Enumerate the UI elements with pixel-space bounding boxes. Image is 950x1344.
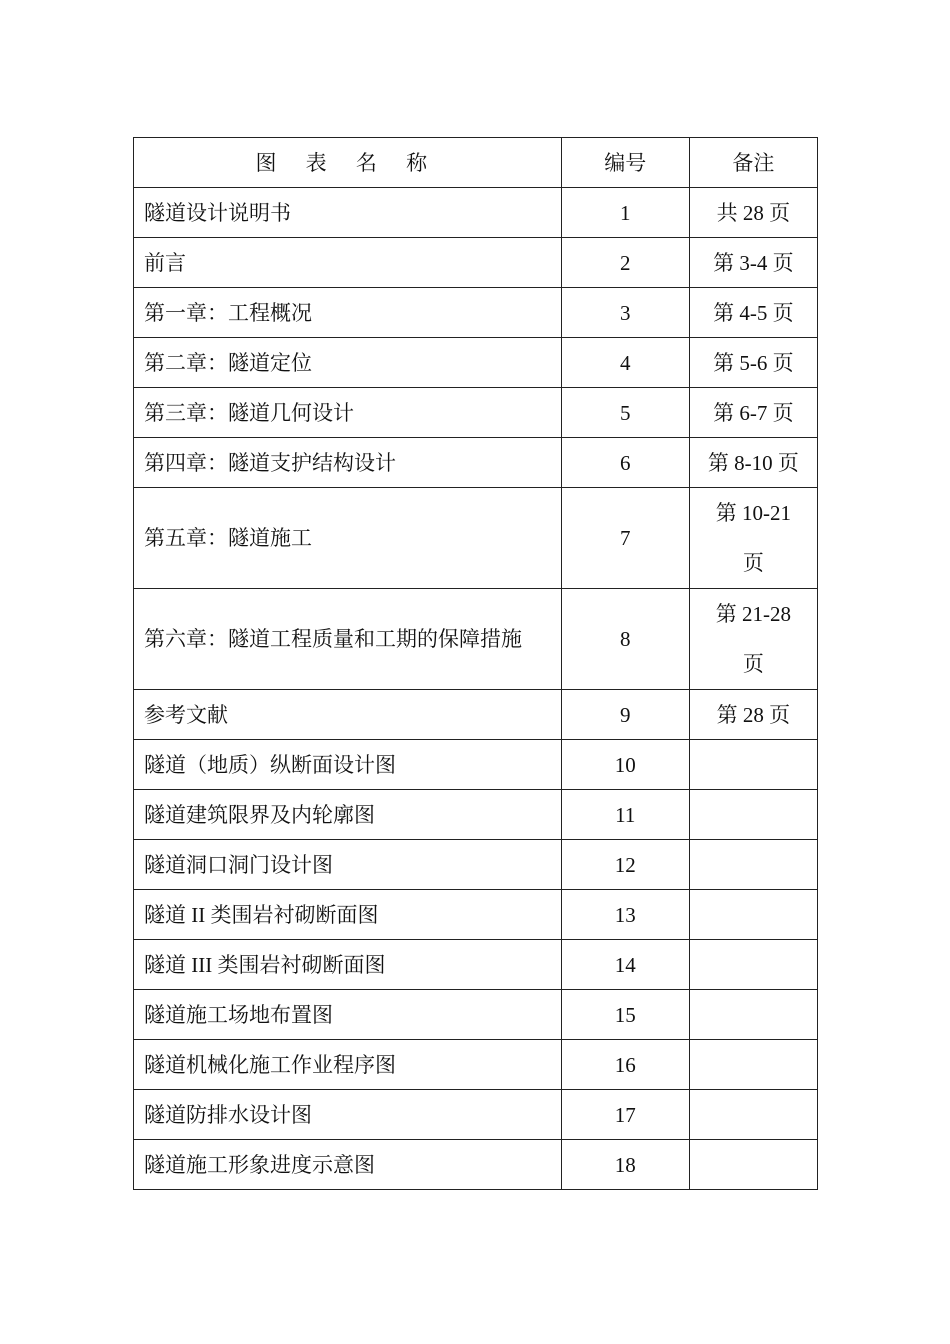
row-number: 16 xyxy=(561,1040,689,1090)
row-note-line-1: 第 21-28 xyxy=(715,602,792,626)
header-name: 图 表 名 称 xyxy=(134,138,562,188)
row-note xyxy=(689,488,817,589)
table-row xyxy=(134,288,818,338)
row-name: 前言 xyxy=(134,238,562,288)
row-number: 4 xyxy=(561,338,689,388)
row-note xyxy=(689,840,817,890)
table-row xyxy=(134,740,818,790)
row-note xyxy=(689,990,817,1040)
row-name: 隧道防排水设计图 xyxy=(134,1090,562,1140)
row-note xyxy=(689,1090,817,1140)
row-note: 第 5-6 页 xyxy=(689,338,817,388)
table-row xyxy=(134,388,818,438)
row-note: 第 8-10 页 xyxy=(689,438,817,488)
row-number: 10 xyxy=(561,740,689,790)
row-note xyxy=(689,890,817,940)
table-header-row xyxy=(134,138,818,188)
row-name: 第三章：隧道几何设计 xyxy=(134,388,562,438)
row-name: 第六章：隧道工程质量和工期的保障措施 xyxy=(134,589,562,690)
row-number: 2 xyxy=(561,238,689,288)
row-note: 第 4-5 页 xyxy=(689,288,817,338)
row-name: 第一章：工程概况 xyxy=(134,288,562,338)
row-number: 13 xyxy=(561,890,689,940)
table-row xyxy=(134,438,818,488)
row-name: 隧道建筑限界及内轮廓图 xyxy=(134,790,562,840)
row-number: 6 xyxy=(561,438,689,488)
header-number: 编号 xyxy=(561,138,689,188)
row-number: 9 xyxy=(561,690,689,740)
row-number: 15 xyxy=(561,990,689,1040)
row-name: 隧道施工场地布置图 xyxy=(134,990,562,1040)
row-note: 第 3-4 页 xyxy=(689,238,817,288)
table-row xyxy=(134,338,818,388)
row-name: 隧道洞口洞门设计图 xyxy=(134,840,562,890)
row-name: 参考文献 xyxy=(134,690,562,740)
row-number: 18 xyxy=(561,1140,689,1190)
table-row xyxy=(134,990,818,1040)
row-name: 隧道设计说明书 xyxy=(134,188,562,238)
row-name: 隧道（地质）纵断面设计图 xyxy=(134,740,562,790)
row-number: 12 xyxy=(561,840,689,890)
table-row xyxy=(134,488,818,589)
row-note-line-1: 第 10-21 xyxy=(715,501,792,525)
row-name: 隧道机械化施工作业程序图 xyxy=(134,1040,562,1090)
row-note: 第 28 页 xyxy=(689,690,817,740)
row-note: 第 6-7 页 xyxy=(689,388,817,438)
row-number: 1 xyxy=(561,188,689,238)
table-row xyxy=(134,1040,818,1090)
row-name: 第二章：隧道定位 xyxy=(134,338,562,388)
row-name: 第五章：隧道施工 xyxy=(134,488,562,589)
table-row xyxy=(134,840,818,890)
row-note xyxy=(689,1040,817,1090)
row-number: 3 xyxy=(561,288,689,338)
row-note xyxy=(689,589,817,690)
table-row xyxy=(134,1090,818,1140)
row-name: 第四章：隧道支护结构设计 xyxy=(134,438,562,488)
drawing-list-table xyxy=(133,137,818,1190)
row-note xyxy=(689,790,817,840)
row-note: 共 28 页 xyxy=(689,188,817,238)
row-name: 隧道施工形象进度示意图 xyxy=(134,1140,562,1190)
table-row xyxy=(134,188,818,238)
row-note-line-2: 页 xyxy=(742,551,764,575)
row-name: 隧道 III 类围岩衬砌断面图 xyxy=(134,940,562,990)
table-row xyxy=(134,1140,818,1190)
table-row xyxy=(134,790,818,840)
table-row xyxy=(134,890,818,940)
table-row xyxy=(134,589,818,690)
row-number: 11 xyxy=(561,790,689,840)
table-row xyxy=(134,690,818,740)
row-note-line-2: 页 xyxy=(742,652,764,676)
row-number: 14 xyxy=(561,940,689,990)
row-note xyxy=(689,1140,817,1190)
row-note xyxy=(689,940,817,990)
row-name: 隧道 II 类围岩衬砌断面图 xyxy=(134,890,562,940)
header-note: 备注 xyxy=(689,138,817,188)
table-row xyxy=(134,940,818,990)
row-number: 8 xyxy=(561,589,689,690)
row-note xyxy=(689,740,817,790)
row-number: 5 xyxy=(561,388,689,438)
row-number: 17 xyxy=(561,1090,689,1140)
row-number: 7 xyxy=(561,488,689,589)
table-row xyxy=(134,238,818,288)
